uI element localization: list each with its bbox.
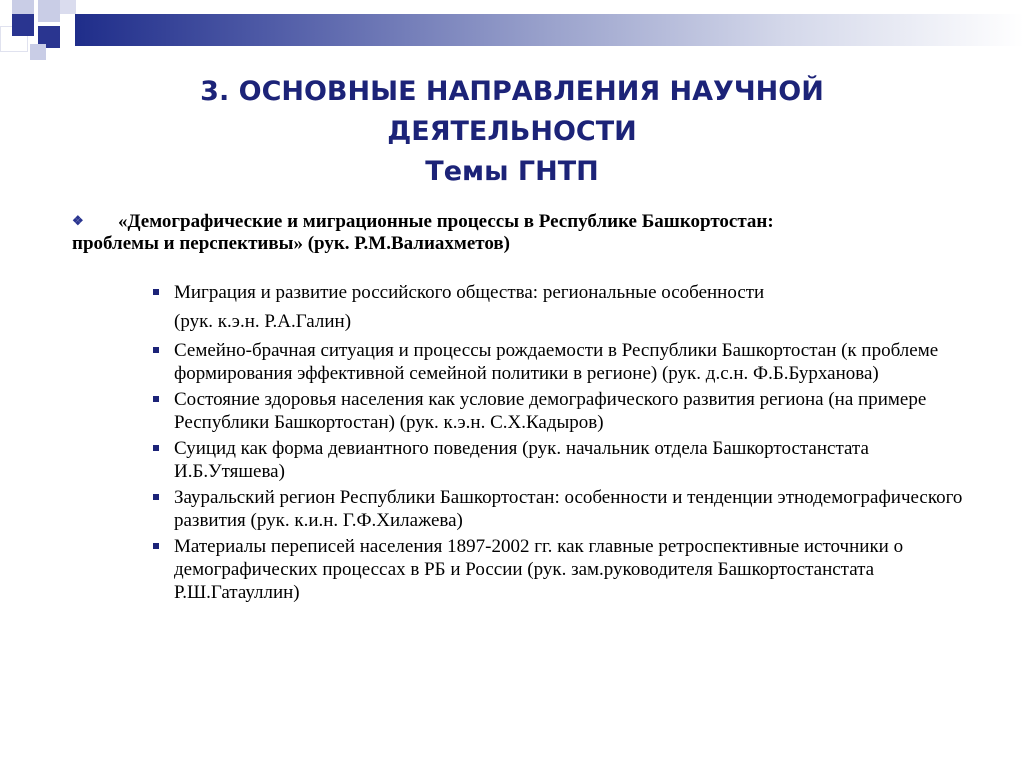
title-line-1: 3. ОСНОВНЫЕ НАПРАВЛЕНИЯ НАУЧНОЙ: [200, 76, 824, 107]
decor-square: [30, 44, 46, 60]
list-item: [153, 281, 973, 333]
list-item-text: Семейно-брачная ситуация и процессы рождаемости в Республики Башкортостан (к проблеме формирования эффективной семейной политики в регионе) (рук. д.с.н. Ф.Б.Бурханова): [174, 340, 939, 384]
square-bullet-icon: [153, 445, 159, 451]
square-bullet-icon: [153, 396, 159, 402]
list-item: [153, 486, 973, 532]
list-item: [153, 437, 973, 483]
list-item: [153, 339, 973, 385]
square-bullet-icon: [153, 494, 159, 500]
list-item-text: Миграция и развитие российского общества: региональные особенности: [174, 282, 765, 303]
list-item-text: Зауральский регион Республики Башкортостан: особенности и тенденции этнодемографического развития (рук. к.и.н. Г.Ф.Хилажева): [174, 487, 963, 531]
decor-square: [12, 14, 34, 36]
intro-paragraph: [72, 210, 972, 255]
intro-line-2: проблемы и перспективы» (рук. Р.М.Валиахметов): [72, 233, 510, 254]
list-item-text: Состояние здоровья населения как условие демографического развития региона (на примере Республики Башкортостан) (рук. к.э.н. С.Х.Кадыров): [174, 389, 927, 433]
square-bullet-icon: [153, 347, 159, 353]
slide-title: [0, 72, 1024, 192]
list-item: [153, 388, 973, 434]
list-item-text: Материалы переписей населения 1897-2002 гг. как главные ретроспективные источники о демографических процессах в РБ и России (рук. зам.руководителя Башкортостанстата Р.Ш.Гатауллин): [174, 536, 904, 603]
list-item-subtext: (рук. к.э.н. Р.А.Галин): [174, 311, 352, 332]
title-line-3: Темы ГНТП: [425, 156, 599, 187]
square-bullet-icon: [153, 289, 159, 295]
list-item: [153, 535, 973, 604]
intro-line-1: «Демографические и миграционные процессы в Республике Башкортостан:: [118, 211, 774, 232]
topic-list: [153, 281, 973, 607]
square-bullet-icon: [153, 543, 159, 549]
decor-square: [38, 0, 60, 22]
list-item-text: Суицид как форма девиантного поведения (рук. начальник отдела Башкортостанстата И.Б.Утяшева): [174, 438, 869, 482]
decor-square: [60, 0, 76, 14]
diamond-bullet-icon: ❖: [72, 213, 84, 228]
header-gradient-bar: [75, 14, 1024, 46]
title-line-2: ДЕЯТЕЛЬНОСТИ: [387, 116, 637, 147]
